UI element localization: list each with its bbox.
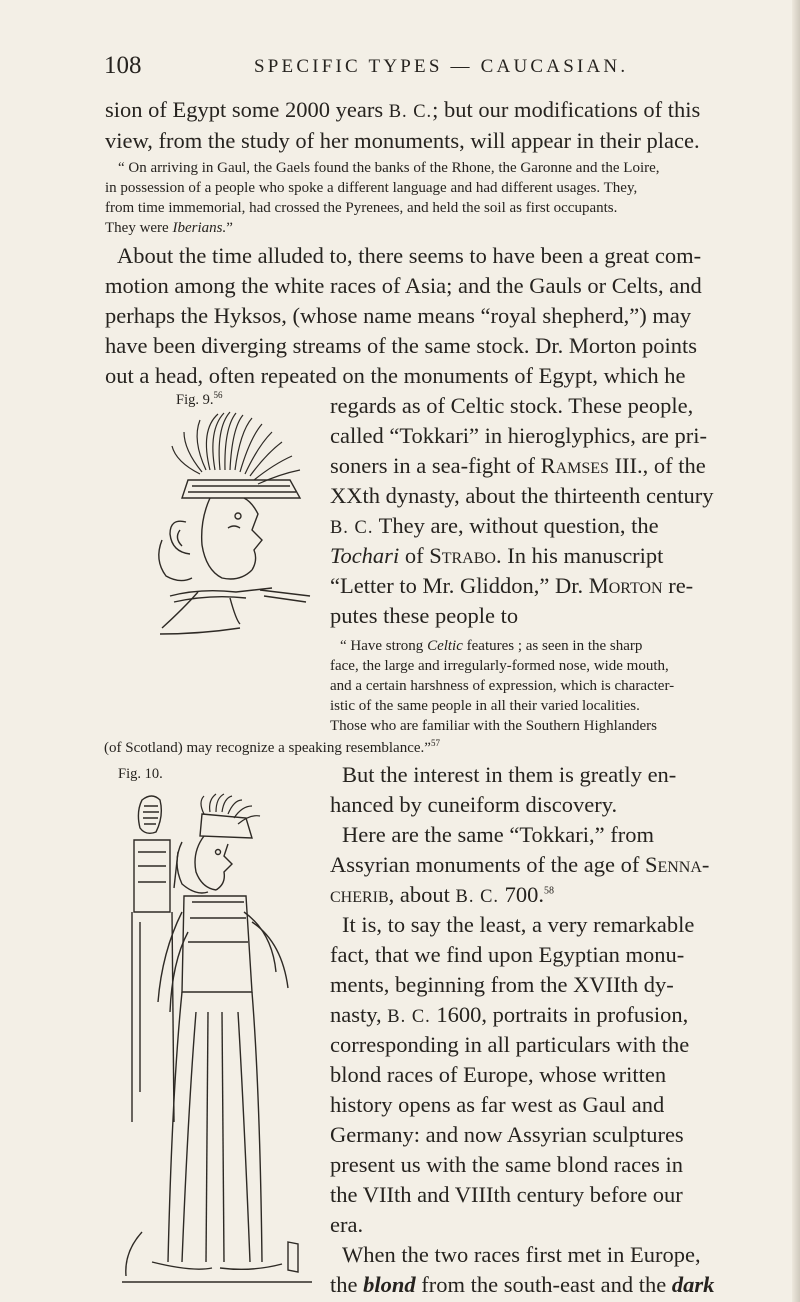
quote-line: “ On arriving in Gaul, the Gaels found the banks of the Rhone, the Garonne and the Loire, — [118, 160, 660, 176]
quote-line: (of Scotland) may recognize a speaking resemblance.”$^{57}$ — [104, 738, 440, 756]
text-line: fact, that we find upon Egyptian monu- — [330, 942, 685, 967]
text-line: present us with the same blond races in — [330, 1152, 684, 1177]
text-line: hanced by cuneiform discovery. — [330, 792, 618, 817]
text-line: soners in a sea-fight of Ramses III., of the — [330, 453, 706, 478]
quote-line: They were Iberians.” — [105, 220, 233, 236]
page-edge — [792, 0, 800, 1302]
text-line: XXth dynasty, about the thirteenth century — [330, 483, 714, 508]
text-line: Here are the same “Tokkari,” from — [342, 822, 655, 847]
text-line: ments, beginning from the XVIIth dy- — [330, 972, 674, 997]
text-line: perhaps the Hyksos, (whose name means “royal shepherd,”) may — [105, 303, 692, 328]
text-line: view, from the study of her monuments, will appear in their place. — [105, 128, 700, 153]
text-line: the VIIth and VIIIth century before our — [330, 1182, 683, 1207]
text-line: sion of Egypt some 2000 years B. C.; but our modifications of this — [105, 97, 701, 122]
figure-9-illustration — [140, 410, 320, 640]
figure-10-illustration — [112, 792, 322, 1292]
quote-line: in possession of a people who spoke a different language and had different usages. They, — [105, 180, 638, 196]
page-number: 108 — [104, 52, 142, 79]
figure-9-label: Fig. 9.56 — [176, 390, 223, 408]
quote-line: istic of the same people in all their varied localities. — [330, 698, 640, 714]
text-line: Assyrian monuments of the age of Senna- — [330, 852, 710, 877]
text-line: putes these people to — [330, 603, 519, 628]
text-line: era. — [330, 1212, 364, 1237]
quote-line: and a certain harshness of expression, which is character- — [330, 678, 675, 694]
text-line: regards as of Celtic stock. These people, — [330, 393, 694, 418]
text-line: Germany: and now Assyrian sculptures — [330, 1122, 684, 1147]
text-line: Tochari of Strabo. In his manuscript — [330, 543, 664, 568]
text-line: the blond from the south-east and the dark — [330, 1272, 715, 1297]
quote-line: from time immemorial, had crossed the Pyrenees, and held the soil as first occupants. — [105, 200, 618, 216]
text-line: history opens as far west as Gaul and — [330, 1092, 665, 1117]
quote-line: Those who are familiar with the Southern Highlanders — [330, 718, 657, 734]
text-line: “Letter to Mr. Gliddon,” Dr. Morton re- — [330, 573, 694, 598]
text-line: About the time alluded to, there seems to have been a great com- — [117, 243, 702, 268]
text-line: have been diverging streams of the same stock. Dr. Morton points — [105, 333, 697, 358]
page-header — [104, 52, 744, 92]
text-line: cherib, about B. C. 700.58 — [330, 882, 554, 907]
figure-10-label: Fig. 10. — [118, 766, 163, 782]
text-line: It is, to say the least, a very remarkable — [342, 912, 695, 937]
text-line: When the two races first met in Europe, — [342, 1242, 701, 1267]
text-line: called “Tokkari” in hieroglyphics, are pri- — [330, 423, 708, 448]
text-line: blond races of Europe, whose written — [330, 1062, 667, 1087]
text-line: motion among the white races of Asia; and the Gauls or Celts, and — [105, 273, 702, 298]
running-head: SPECIFIC TYPES — CAUCASIAN. — [254, 56, 629, 77]
quote-line: “ Have strong Celtic features ; as seen in the sharp — [340, 638, 643, 654]
text-line: out a head, often repeated on the monuments of Egypt, which he — [105, 363, 686, 388]
text-line: B. C. They are, without question, the — [330, 513, 659, 538]
text-line: corresponding in all particulars with the — [330, 1032, 690, 1057]
text-line: But the interest in them is greatly en- — [342, 762, 677, 787]
text-line: nasty, B. C. 1600, portraits in profusion, — [330, 1002, 689, 1027]
quote-line: face, the large and irregularly-formed nose, wide mouth, — [330, 658, 669, 674]
